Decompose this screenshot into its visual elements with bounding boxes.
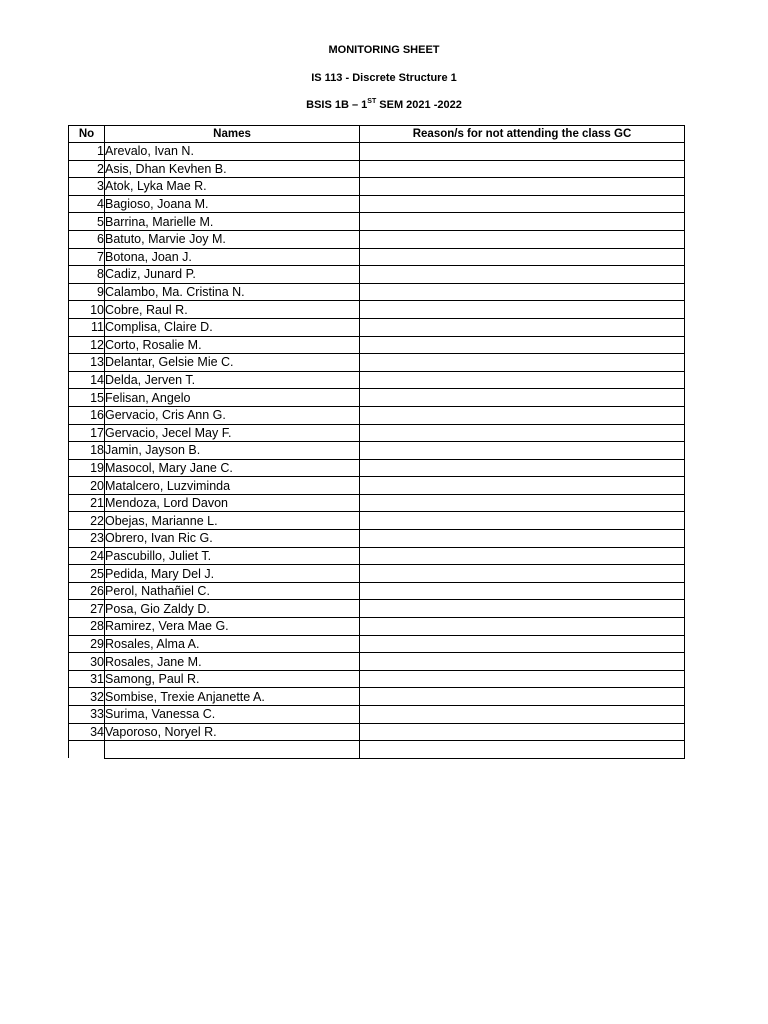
reason-cell[interactable]: [360, 406, 685, 424]
row-number: 1: [69, 143, 105, 161]
row-number: 25: [69, 565, 105, 583]
student-name: Rosales, Alma A.: [105, 635, 360, 653]
row-number: 31: [69, 670, 105, 688]
table-row: [69, 248, 685, 266]
row-number: 15: [69, 389, 105, 407]
row-number: 12: [69, 336, 105, 354]
reason-cell[interactable]: [360, 301, 685, 319]
row-number: 30: [69, 653, 105, 671]
table-row: [69, 283, 685, 301]
column-header-reason: Reason/s for not attending the class GC: [360, 126, 685, 143]
reason-cell[interactable]: [360, 336, 685, 354]
reason-cell[interactable]: [360, 160, 685, 178]
reason-cell[interactable]: [360, 670, 685, 688]
table-row: [69, 389, 685, 407]
row-number: 24: [69, 547, 105, 565]
row-number: 28: [69, 618, 105, 636]
student-name: Ramirez, Vera Mae G.: [105, 618, 360, 636]
monitoring-table: [68, 125, 685, 759]
row-number: 14: [69, 371, 105, 389]
table-row: [69, 160, 685, 178]
section-suffix: SEM 2021 -2022: [376, 99, 462, 111]
student-name: Corto, Rosalie M.: [105, 336, 360, 354]
student-name: [105, 741, 360, 759]
table-row: [69, 670, 685, 688]
reason-cell[interactable]: [360, 143, 685, 161]
table-row: [69, 688, 685, 706]
student-name: Batuto, Marvie Joy M.: [105, 230, 360, 248]
table-row: [69, 424, 685, 442]
row-number: 10: [69, 301, 105, 319]
reason-cell[interactable]: [360, 248, 685, 266]
reason-cell[interactable]: [360, 565, 685, 583]
row-number: 17: [69, 424, 105, 442]
student-name: Samong, Paul R.: [105, 670, 360, 688]
table-row: [69, 195, 685, 213]
reason-cell[interactable]: [360, 706, 685, 724]
table-row: [69, 512, 685, 530]
reason-cell[interactable]: [360, 424, 685, 442]
table-row: [69, 565, 685, 583]
student-name: Jamin, Jayson B.: [105, 442, 360, 460]
table-row: [69, 600, 685, 618]
student-name: Obejas, Marianne L.: [105, 512, 360, 530]
table-row: [69, 143, 685, 161]
table-row: [69, 266, 685, 284]
student-name: Bagioso, Joana M.: [105, 195, 360, 213]
row-number: 33: [69, 706, 105, 724]
reason-cell[interactable]: [360, 494, 685, 512]
reason-cell[interactable]: [360, 512, 685, 530]
row-number: 32: [69, 688, 105, 706]
student-name: Perol, Nathañiel C.: [105, 582, 360, 600]
student-name: Cadiz, Junard P.: [105, 266, 360, 284]
student-name: Mendoza, Lord Davon: [105, 494, 360, 512]
table-row: [69, 706, 685, 724]
row-number: 5: [69, 213, 105, 231]
student-name: Vaporoso, Noryel R.: [105, 723, 360, 741]
table-row: [69, 213, 685, 231]
student-name: Rosales, Jane M.: [105, 653, 360, 671]
table-header-row: [69, 126, 685, 143]
reason-cell[interactable]: [360, 582, 685, 600]
row-number: 27: [69, 600, 105, 618]
student-name: Masocol, Mary Jane C.: [105, 459, 360, 477]
student-name: Asis, Dhan Kevhen B.: [105, 160, 360, 178]
table-row: [69, 530, 685, 548]
row-number: 21: [69, 494, 105, 512]
student-name: Barrina, Marielle M.: [105, 213, 360, 231]
student-name: Gervacio, Jecel May F.: [105, 424, 360, 442]
student-name: Delantar, Gelsie Mie C.: [105, 354, 360, 372]
row-number: 3: [69, 178, 105, 196]
row-number: 29: [69, 635, 105, 653]
table-row: [69, 406, 685, 424]
row-number: 2: [69, 160, 105, 178]
row-number: 13: [69, 354, 105, 372]
section-line: [0, 99, 768, 111]
row-number: 22: [69, 512, 105, 530]
table-row: [69, 635, 685, 653]
row-number: 20: [69, 477, 105, 495]
student-name: Complisa, Claire D.: [105, 318, 360, 336]
row-number: 6: [69, 230, 105, 248]
row-number: 18: [69, 442, 105, 460]
table-row: [69, 653, 685, 671]
reason-cell[interactable]: [360, 653, 685, 671]
row-number: 7: [69, 248, 105, 266]
table-row: [69, 354, 685, 372]
column-header-no: No: [69, 126, 105, 143]
reason-cell[interactable]: [360, 442, 685, 460]
table-row: [69, 178, 685, 196]
reason-cell[interactable]: [360, 741, 685, 759]
student-name: Surima, Vanessa C.: [105, 706, 360, 724]
reason-cell[interactable]: [360, 477, 685, 495]
table-row: [69, 318, 685, 336]
student-name: Atok, Lyka Mae R.: [105, 178, 360, 196]
document-title: MONITORING SHEET: [328, 44, 440, 56]
row-number: 23: [69, 530, 105, 548]
reason-cell[interactable]: [360, 371, 685, 389]
reason-cell[interactable]: [360, 318, 685, 336]
reason-cell[interactable]: [360, 266, 685, 284]
student-name: Arevalo, Ivan N.: [105, 143, 360, 161]
student-name: Posa, Gio Zaldy D.: [105, 600, 360, 618]
table-row: [69, 494, 685, 512]
reason-cell[interactable]: [360, 283, 685, 301]
table-row: [69, 301, 685, 319]
table-row: [69, 547, 685, 565]
reason-cell[interactable]: [360, 354, 685, 372]
student-name: Sombise, Trexie Anjanette A.: [105, 688, 360, 706]
student-name: Felisan, Angelo: [105, 389, 360, 407]
table-row: [69, 741, 685, 759]
student-name: Delda, Jerven T.: [105, 371, 360, 389]
course-title: IS 113 - Discrete Structure 1: [311, 72, 457, 84]
table-row: [69, 582, 685, 600]
student-name: Matalcero, Luzviminda: [105, 477, 360, 495]
row-number: 34: [69, 723, 105, 741]
row-number: 11: [69, 318, 105, 336]
reason-cell[interactable]: [360, 688, 685, 706]
reason-cell[interactable]: [360, 389, 685, 407]
reason-cell[interactable]: [360, 178, 685, 196]
table-row: [69, 442, 685, 460]
table-row: [69, 723, 685, 741]
reason-cell[interactable]: [360, 195, 685, 213]
student-name: Gervacio, Cris Ann G.: [105, 406, 360, 424]
section-superscript: ST: [367, 98, 377, 105]
row-number: 26: [69, 582, 105, 600]
row-number: 8: [69, 266, 105, 284]
reason-cell[interactable]: [360, 547, 685, 565]
reason-cell[interactable]: [360, 530, 685, 548]
reason-cell[interactable]: [360, 213, 685, 231]
reason-cell[interactable]: [360, 459, 685, 477]
reason-cell[interactable]: [360, 230, 685, 248]
row-number: 19: [69, 459, 105, 477]
row-number: 16: [69, 406, 105, 424]
column-header-names: Names: [105, 126, 360, 143]
reason-cell[interactable]: [360, 635, 685, 653]
row-number: 9: [69, 283, 105, 301]
table-row: [69, 459, 685, 477]
student-name: Obrero, Ivan Ric G.: [105, 530, 360, 548]
student-name: Cobre, Raul R.: [105, 301, 360, 319]
student-name: Pascubillo, Juliet T.: [105, 547, 360, 565]
reason-cell[interactable]: [360, 600, 685, 618]
table-row: [69, 477, 685, 495]
table-row: [69, 230, 685, 248]
student-name: Botona, Joan J.: [105, 248, 360, 266]
table-row: [69, 618, 685, 636]
section-prefix: BSIS 1B – 1: [306, 99, 368, 111]
table-row: [69, 371, 685, 389]
reason-cell[interactable]: [360, 618, 685, 636]
reason-cell[interactable]: [360, 723, 685, 741]
table-row: [69, 336, 685, 354]
row-number: [69, 741, 105, 759]
row-number: 4: [69, 195, 105, 213]
student-name: Pedida, Mary Del J.: [105, 565, 360, 583]
student-name: Calambo, Ma. Cristina N.: [105, 283, 360, 301]
